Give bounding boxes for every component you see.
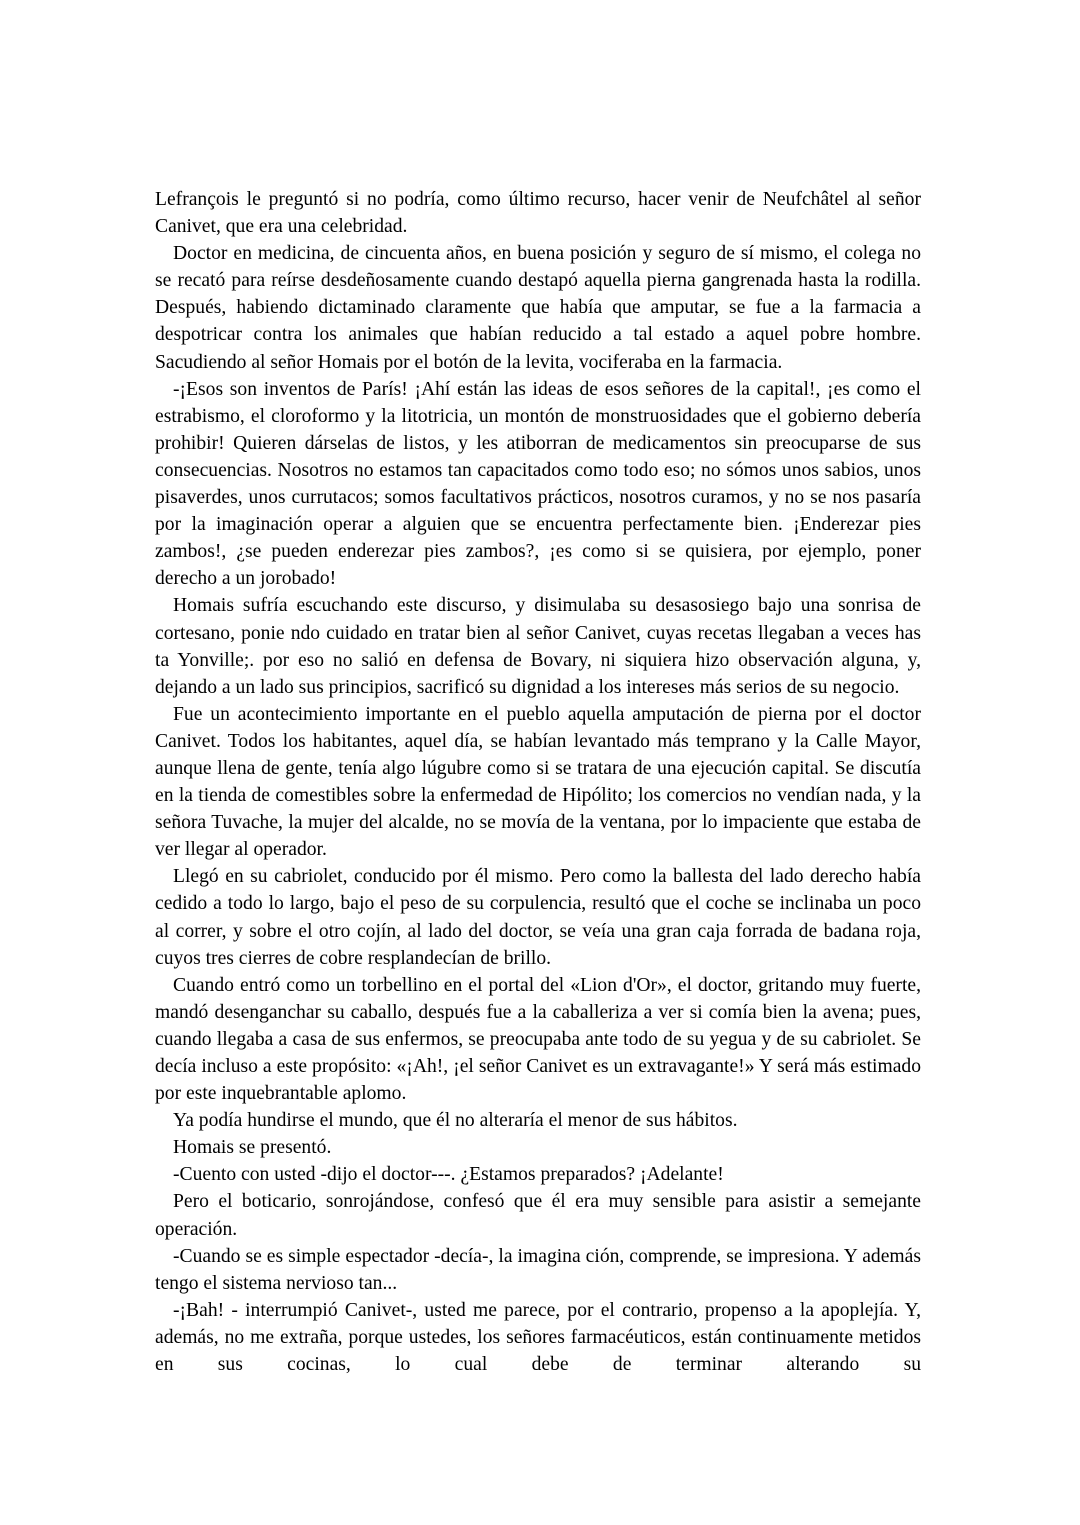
paragraph: Llegó en su cabriolet, conducido por él mismo. Pero como la ballesta del lado derecho había cedido a todo lo largo, bajo el peso de su corpulencia, resultó que el coche se inclinaba un poco al correr, y sobre el otro cojín, al lado del doctor, se veía una gran caja forrada de badana roja, cuyos tres cierres de cobre resplandecían de brillo. bbox=[155, 866, 921, 969]
paragraph: -Cuento con usted -dijo el doctor---. ¿Estamos preparados? ¡Adelante! bbox=[173, 1164, 724, 1186]
paragraph: -¡Esos son inventos de París! ¡Ahí están las ideas de esos señores de la capital!, ¡es como el estrabismo, el cloroformo y la litotricia, un montón de monstruosidades que el gobierno debería prohibir! Quieren dárselas de listos, y les atiborran de medicamentos sin preocuparse de sus consecuencias. Nosotros no estamos tan capacitados como todo eso; no sómos unos sabios, unos pisaverdes, unos currutacos; somos facultativos prácticos, nosotros curamos, y no se nos pasaría por la imaginación operar a alguien que se encuentra perfectamente bien. ¡Enderezar pies zambos!, ¿se pueden enderezar pies zambos?, ¡es como si se quisiera, por ejemplo, poner derecho a un jorobado! bbox=[155, 378, 921, 590]
paragraph: Lefrançois le preguntó si no podría, como último recurso, hacer venir de Neufchâtel al señor Canivet, que era una celebridad. bbox=[155, 189, 921, 238]
paragraph: Doctor en medicina, de cincuenta años, en buena posición y seguro de sí mismo, el colega no se recató para reírse desdeñosamente cuando destapó aquella pierna gangrenada hasta la rodilla. Después, habiendo dictaminado claramente que había que amputar, se fue a la farmacia a despotricar contra los animales que habían reducido a tal estado a aquel pobre hombre. Sacudiendo al señor Homais por el botón de la levita, vociferaba en la farmacia. bbox=[155, 243, 921, 373]
paragraph: Homais se presentó. bbox=[173, 1137, 332, 1159]
paragraph: Fue un acontecimiento importante en el pueblo aquella amputación de pierna por el doctor Canivet. Todos los habitantes, aquel día, se habían levantado más temprano y la Calle Mayor, aunque llena de gente, tenía algo lúgubre como si se tratara de una ejecución capital. Se discutía en la tienda de comestibles sobre la enfermedad de Hipólito; los comercios no vendían nada, y la señora Tuvache, la mujer del alcalde, no se movía de la ventana, por lo impaciente que estaba de ver llegar al operador. bbox=[155, 703, 921, 861]
paragraph: -Cuando se es simple espectador -decía-, la imagina ción, comprende, se impresiona. Y además tengo el sistema nervioso tan... bbox=[155, 1245, 921, 1294]
paragraph: -¡Bah! - interrumpió Canivet-, usted me parece, por el contrario, propenso a la apoplejía. Y, además, no me extraña, porque ustedes, los señores farmacéuticos, están continuamente metidos en sus cocinas, lo cual debe de terminar alterando su bbox=[155, 1299, 921, 1376]
paragraph: Ya podía hundirse el mundo, que él no alteraría el menor de sus hábitos. bbox=[173, 1110, 738, 1132]
paragraph: Pero el boticario, sonrojándose, confesó que él era muy sensible para asistir a semejante operación. bbox=[155, 1191, 921, 1240]
paragraph: Homais sufría escuchando este discurso, y disimulaba su desasosiego bajo una sonrisa de cortesano, ponie ndo cuidado en tratar bien al señor Canivet, cuyas recetas llegaban a veces has ta Yonville;. por eso no salió en defensa de Bovary, ni siquiera hizo observación alguna, y, dejando a un lado sus principios, sacrificó su dignidad a los intereses más serios de su negocio. bbox=[155, 595, 921, 698]
text-column bbox=[155, 186, 921, 1405]
paragraph: Cuando entró como un torbellino en el portal del «Lion d'Or», el doctor, gritando muy fuerte, mandó desenganchar su caballo, después fue a la caballeriza a ver si comía bien la avena; pues, cuando llegaba a casa de sus enfermos, se preocupaba ante todo de su yegua y de su cabriolet. Se decía incluso a este propósito: «¡Ah!, ¡el señor Canivet es un extravagante!» Y será más estimado por este inquebrantable aplomo. bbox=[155, 974, 921, 1105]
